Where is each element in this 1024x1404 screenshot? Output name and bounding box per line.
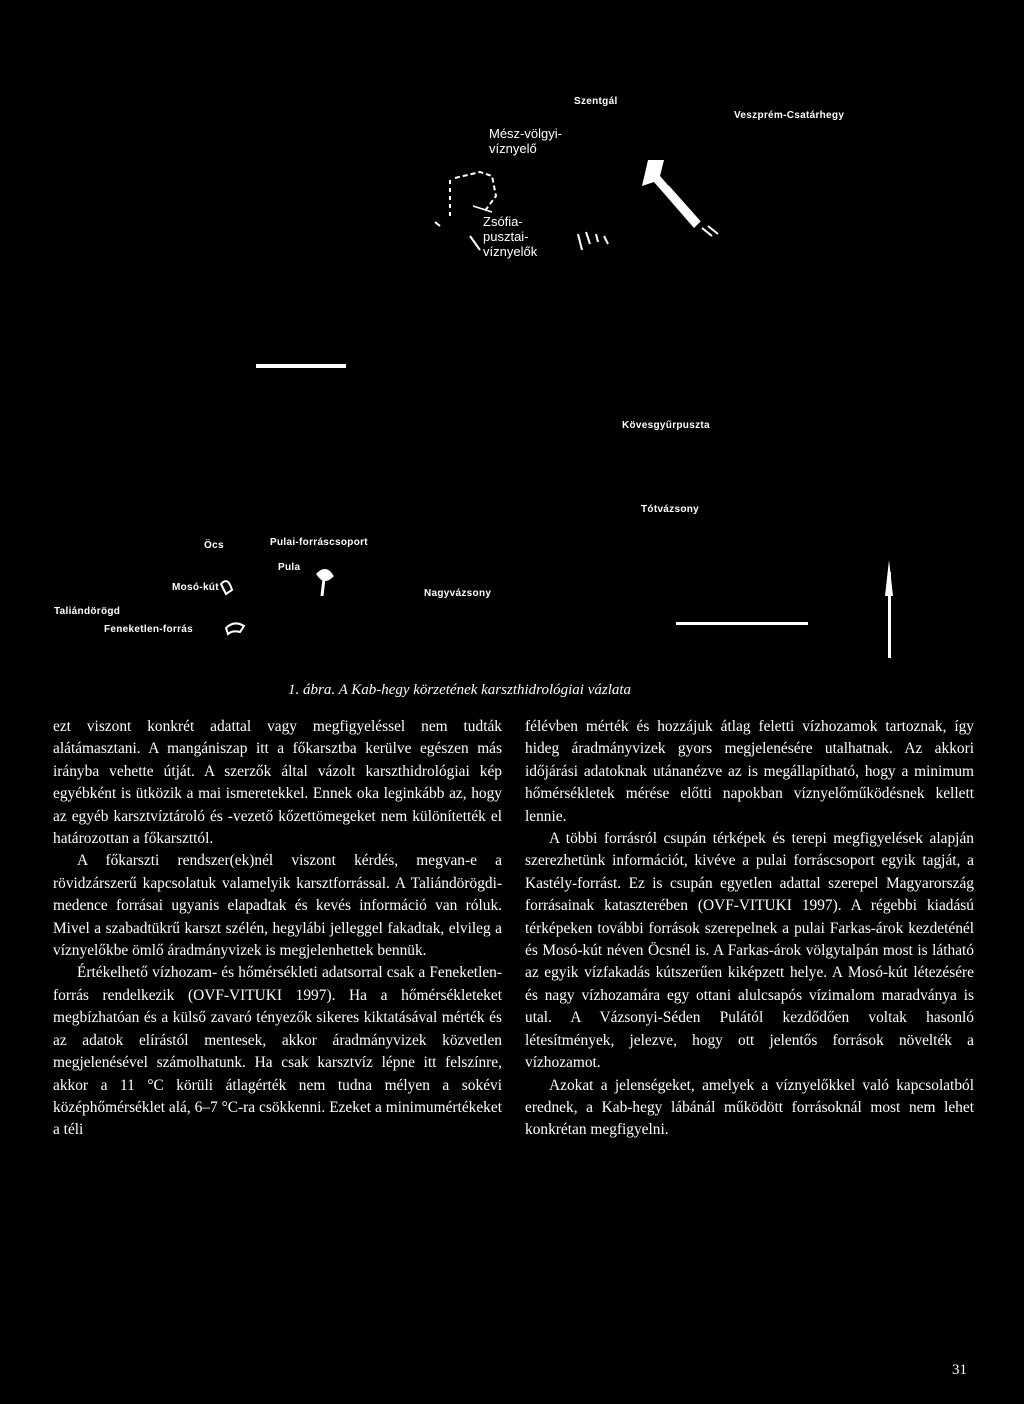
label-taliandorogd: Taliándörögd (54, 606, 121, 617)
label-pula: Pula (278, 562, 301, 573)
text-column-right (525, 716, 974, 1142)
north-arrow-icon (885, 560, 893, 596)
label-moso-kut: Mosó-kút (172, 582, 219, 593)
map-drawing (0, 0, 1024, 680)
arrow-tail-marks (702, 226, 718, 236)
label-mesz-volgyi: Mész-völgyi- víznyelő (489, 126, 562, 156)
sinkhole-marks (578, 232, 608, 250)
stream-mark (470, 236, 480, 250)
figure-caption: 1. ábra. A Kab-hegy körzetének karszthidrológiai vázlata (288, 682, 632, 698)
scale-bar (256, 364, 346, 368)
legend-line (676, 622, 808, 625)
page-number: 31 (952, 1362, 967, 1378)
label-feneketlen-forras: Feneketlen-forrás (104, 624, 194, 635)
pula-spring-icon (318, 570, 332, 596)
paragraph: Értékelhető vízhozam- és hőmérsékleti adatsorral csak a Feneketlen-forrás rendelkezik (OVF-VITUKI 1997). Ha a hőmérsékleteket megbízhatóan és a külső zavaró tényezők sikeres kiktatásával mérték és az adatok elírástól mentesek, akkor áradmányvizek közvetlen megjelenésével számolhatunk. Ha csak karsztvíz lépne itt felszínre, akkor a 11 °C körüli átlagérték nem tudna mélyen a sokévi középhőmérséklet alá, 6–7 °C-ra csökkenni. Ezeket a minimumértékeket a téli (53, 964, 502, 1139)
direction-arrow (642, 160, 700, 228)
label-pulai-forrascsoport: Pulai-forráscsoport (270, 537, 368, 548)
label-totvazsony: Tótvázsony (641, 504, 700, 515)
stream-mark (473, 206, 492, 212)
text-column-left (53, 716, 502, 1142)
karst-hydrology-map (0, 0, 1024, 680)
feneketlen-spring-icon (226, 623, 244, 634)
paragraph: Azokat a jelenségeket, amelyek a víznyelőkkel való kapcsolatból erednek, a Kab-hegy lábánál működött forrásoknál most nem lehet konkrétan megfigyelni. (525, 1076, 974, 1139)
paragraph: félévben mérték és hozzájuk átlag feletti vízhozamok tartoznak, így hideg áradmányvizek gyors megjelenésére utalhatnak. Az akkori időjárási adatoknak utánanézve az is megállapítható, hogy a minimum hőmérsékletek mérése előtti napokban víznyelőműködésnek kellett lennie. (525, 718, 974, 825)
paragraph: A főkarszti rendszer(ek)nél viszont kérdés, megvan-e a rövidzárszerű kapcsolatuk valamelyik karsztforrással. A Taliándörögdi-medence forrásai ugyanis elapadtak és kevés információ van róluk. Mivel a szabadtükrű karszt szélén, hegylábi jelleggel fakadtak, elvileg a víznyelőkbe ömlő áradmányvizek is megjelenhettek bennük. (53, 852, 502, 960)
stream-mark (435, 222, 440, 226)
label-kovesgyurpuszta: Kövesgyűrpuszta (622, 420, 710, 431)
label-zsofia-pusztai: Zsófia- pusztai- víznyelők (483, 214, 538, 259)
paragraph: A többi forrásról csupán térképek és terepi megfigyelések alapján szerezhetünk információt, kivéve a pulai forráscsoport egyik tagját, a Kastély-forrást. Ez is csupán egyetlen adattal szerepel Magyarország forrásainak kataszterében (OVF-VITUKI 1997). A régebbi kiadású térképeken további források szerepelnek a pulai Farkas-árok kezdeténél és Mosó-kút néven Öcsnél is. A Farkas-árok völgytalpán most is látható az egyik vízfakadás kútszerűen kiképzett helye. A Mosó-kút létezésére és nagy vízhozamára egy ottani alulcsapós vízimalom maradványa is utal. A Vázsonyi-Séden Pulától kezdődően voltak hasonló létesítmények, jelezve, hogy ott jelentős források növelték a vízhozamot. (525, 830, 974, 1072)
mesz-volgyi-outline (455, 172, 496, 212)
arrow-shaft (668, 186, 700, 222)
label-ocs: Öcs (204, 540, 224, 551)
label-szentgal: Szentgál (574, 96, 618, 107)
paragraph: ezt viszont konkrét adattal vagy megfigyeléssel nem tudták alátámasztani. A mangániszap itt a főkarsztba kerülve egészen más irányba vehette útját. A szerzők által vázolt karszthidrológiai kép egyébként is ütközik a mai ismeretekkel. Ennek oka leginkább az, hogy az egyéb karsztvíztároló és -vezető kőzettömegeket nem különítették el határozottan a főkarszttól. (53, 718, 502, 848)
label-nagyvazsony: Nagyvázsony (424, 588, 492, 599)
label-veszprem-csatarhegy: Veszprém-Csatárhegy (734, 110, 845, 121)
moso-kut-spring-icon (221, 581, 232, 594)
